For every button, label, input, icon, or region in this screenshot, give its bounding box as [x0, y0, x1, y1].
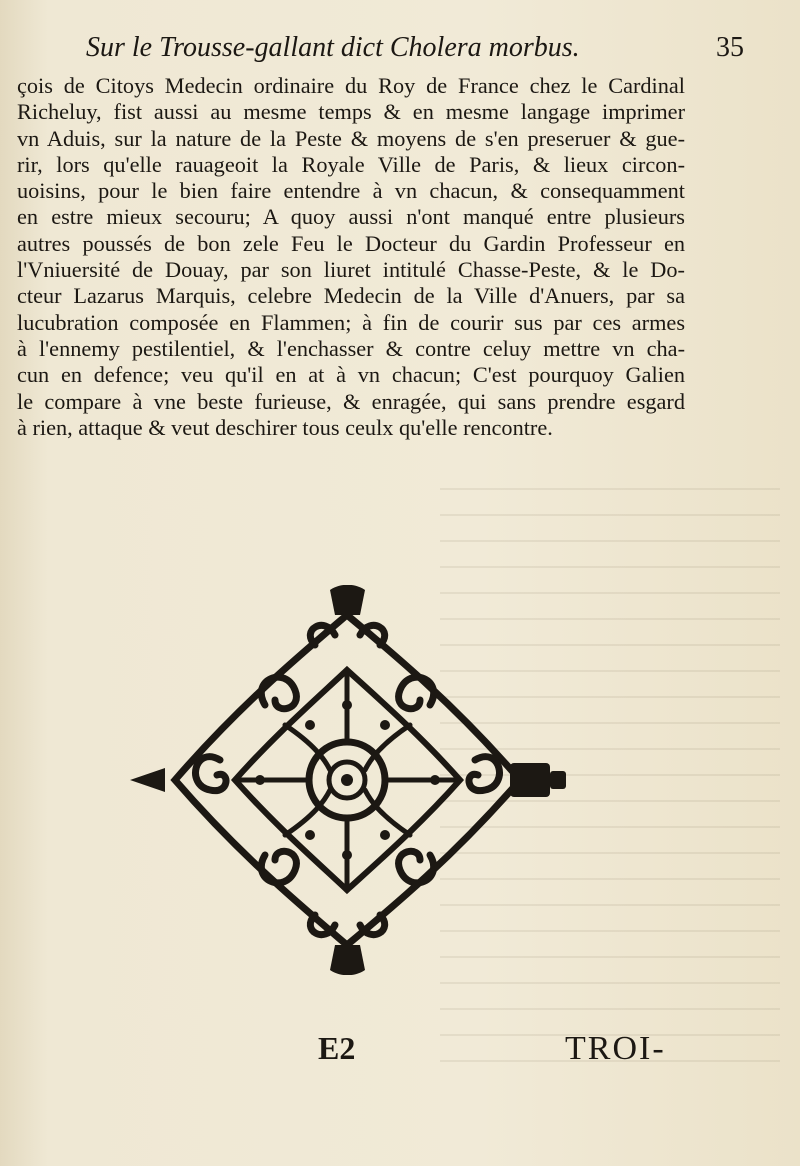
text-line: vn Aduis, sur la nature de la Peste & moyens de s'en preseruer & gue- [17, 125, 685, 151]
text-line: à l'ennemy pestilentiel, & l'enchasser & contre celuy mettre vn cha- [17, 335, 685, 361]
text-line: autres poussés de bon zele Feu le Docteur du Gardin Professeur en [17, 230, 685, 256]
text-line: rir, lors qu'elle rauageoit la Royale Ville de Paris, & lieux circon- [17, 151, 685, 177]
running-head [18, 30, 788, 70]
signature-mark: E2 [318, 1030, 356, 1066]
text-line: cteur Lazarus Marquis, celebre Medecin de la Ville d'Anuers, par sa [17, 283, 685, 309]
body-text [17, 73, 685, 441]
catchword: TROI- [565, 1030, 666, 1067]
page-number: 35 [716, 32, 744, 63]
text-line: l'Vniuersité de Douay, par son liuret intitulé Chasse-Peste, & le Do- [17, 257, 685, 283]
text-line: Richeluy, fist aussi au mesme temps & en mesme langage imprimer [17, 99, 685, 125]
text-line: çois de Citoys Medecin ordinaire du Roy de France chez le Cardinal [17, 73, 685, 98]
text-line: le compare à vne beste furieuse, & enragée, qui sans prendre esgard [17, 388, 685, 414]
text-line: uoisins, pour le bien faire entendre à vn chacun, & consequamment [17, 178, 685, 204]
fleuron-ornament [125, 585, 570, 975]
text-line: cun en defence; veu qu'il en at à vn chacun; C'est pourquoy Galien [17, 362, 685, 388]
running-title: Sur le Trousse-gallant dict Cholera morbus. [86, 32, 580, 63]
text-line: à rien, attaque & veut deschirer tous ceulx qu'elle rencontre. [17, 414, 553, 440]
text-line: en estre mieux secouru; A quoy aussi n'ont manqué entre plusieurs [17, 204, 685, 230]
text-line: lucubration composée en Flammen; à fin de courir sus par ces armes [17, 309, 685, 335]
